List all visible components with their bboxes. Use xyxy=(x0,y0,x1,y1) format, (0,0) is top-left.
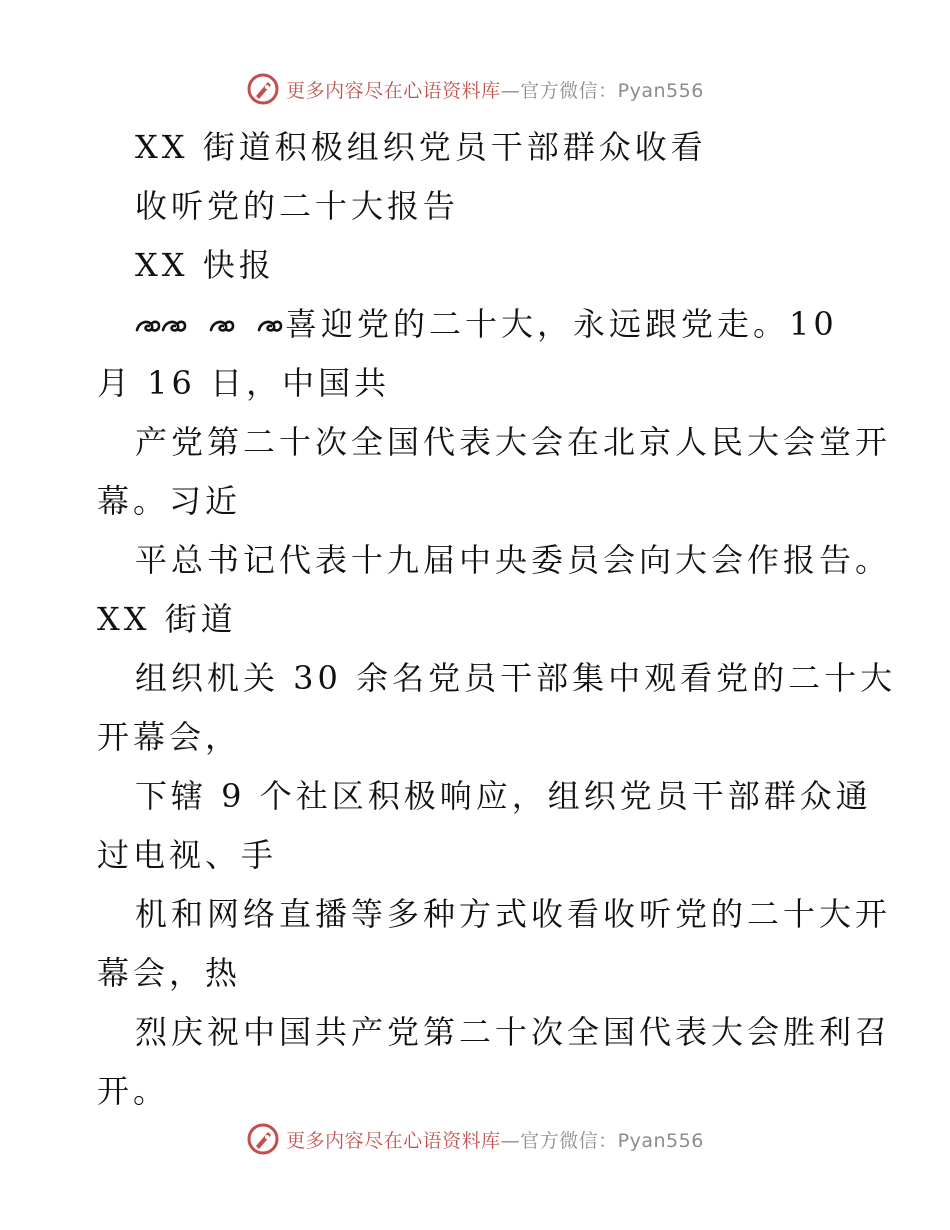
body-line-text: 喜迎党的二十大，永远跟党走。10 xyxy=(285,305,838,343)
watermark-brand: 更多内容尽在心语资料库 xyxy=(286,1129,501,1152)
body-line-8: 开幕会， xyxy=(97,718,242,756)
watermark-separator: — xyxy=(500,79,521,102)
doc-title-line-2: 收听党的二十大报告 xyxy=(135,187,460,225)
body-line-14: 开。 xyxy=(97,1072,170,1110)
fleuron-ornament-icon xyxy=(209,316,235,338)
watermark-text xyxy=(286,76,704,103)
body-line-11: 机和网络直播等多种方式收看收听党的二十大开 xyxy=(135,895,892,933)
doc-source: XX 快报 xyxy=(135,246,275,284)
body-line-2: 月 16 日，中国共 xyxy=(97,364,391,402)
footer-watermark xyxy=(0,1122,950,1156)
body-line-6: XX 街道 xyxy=(97,600,237,638)
fleuron-ornament-icon xyxy=(135,316,161,338)
body-line-4: 幕。习近 xyxy=(97,482,242,520)
header-watermark xyxy=(0,72,950,106)
body-line-10: 过电视、手 xyxy=(97,836,278,874)
pen-nib-circle-icon xyxy=(246,72,280,106)
ornament-row xyxy=(135,316,283,338)
body-line-9: 下辖 9 个社区积极响应，组织党员干部群众通 xyxy=(135,777,872,815)
watermark-contact: 官方微信：Pyan556 xyxy=(520,79,704,102)
fleuron-ornament-icon xyxy=(161,316,187,338)
body-line-7: 组织机关 30 余名党员干部集中观看党的二十大 xyxy=(135,659,897,697)
doc-title-line-1: XX 街道积极组织党员干部群众收看 xyxy=(135,128,707,166)
watermark-brand: 更多内容尽在心语资料库 xyxy=(286,79,501,102)
pen-nib-circle-icon xyxy=(246,1122,280,1156)
body-line-3: 产党第二十次全国代表大会在北京人民大会堂开 xyxy=(135,423,892,461)
body-line-1 xyxy=(135,304,838,344)
watermark-text xyxy=(286,1126,704,1153)
body-line-13: 烈庆祝中国共产党第二十次全国代表大会胜利召 xyxy=(135,1013,892,1051)
body-line-5: 平总书记代表十九届中央委员会向大会作报告。 xyxy=(135,541,892,579)
watermark-separator: — xyxy=(500,1129,521,1152)
fleuron-ornament-icon xyxy=(257,316,283,338)
watermark-contact: 官方微信：Pyan556 xyxy=(520,1129,704,1152)
body-line-12: 幕会，热 xyxy=(97,954,242,992)
